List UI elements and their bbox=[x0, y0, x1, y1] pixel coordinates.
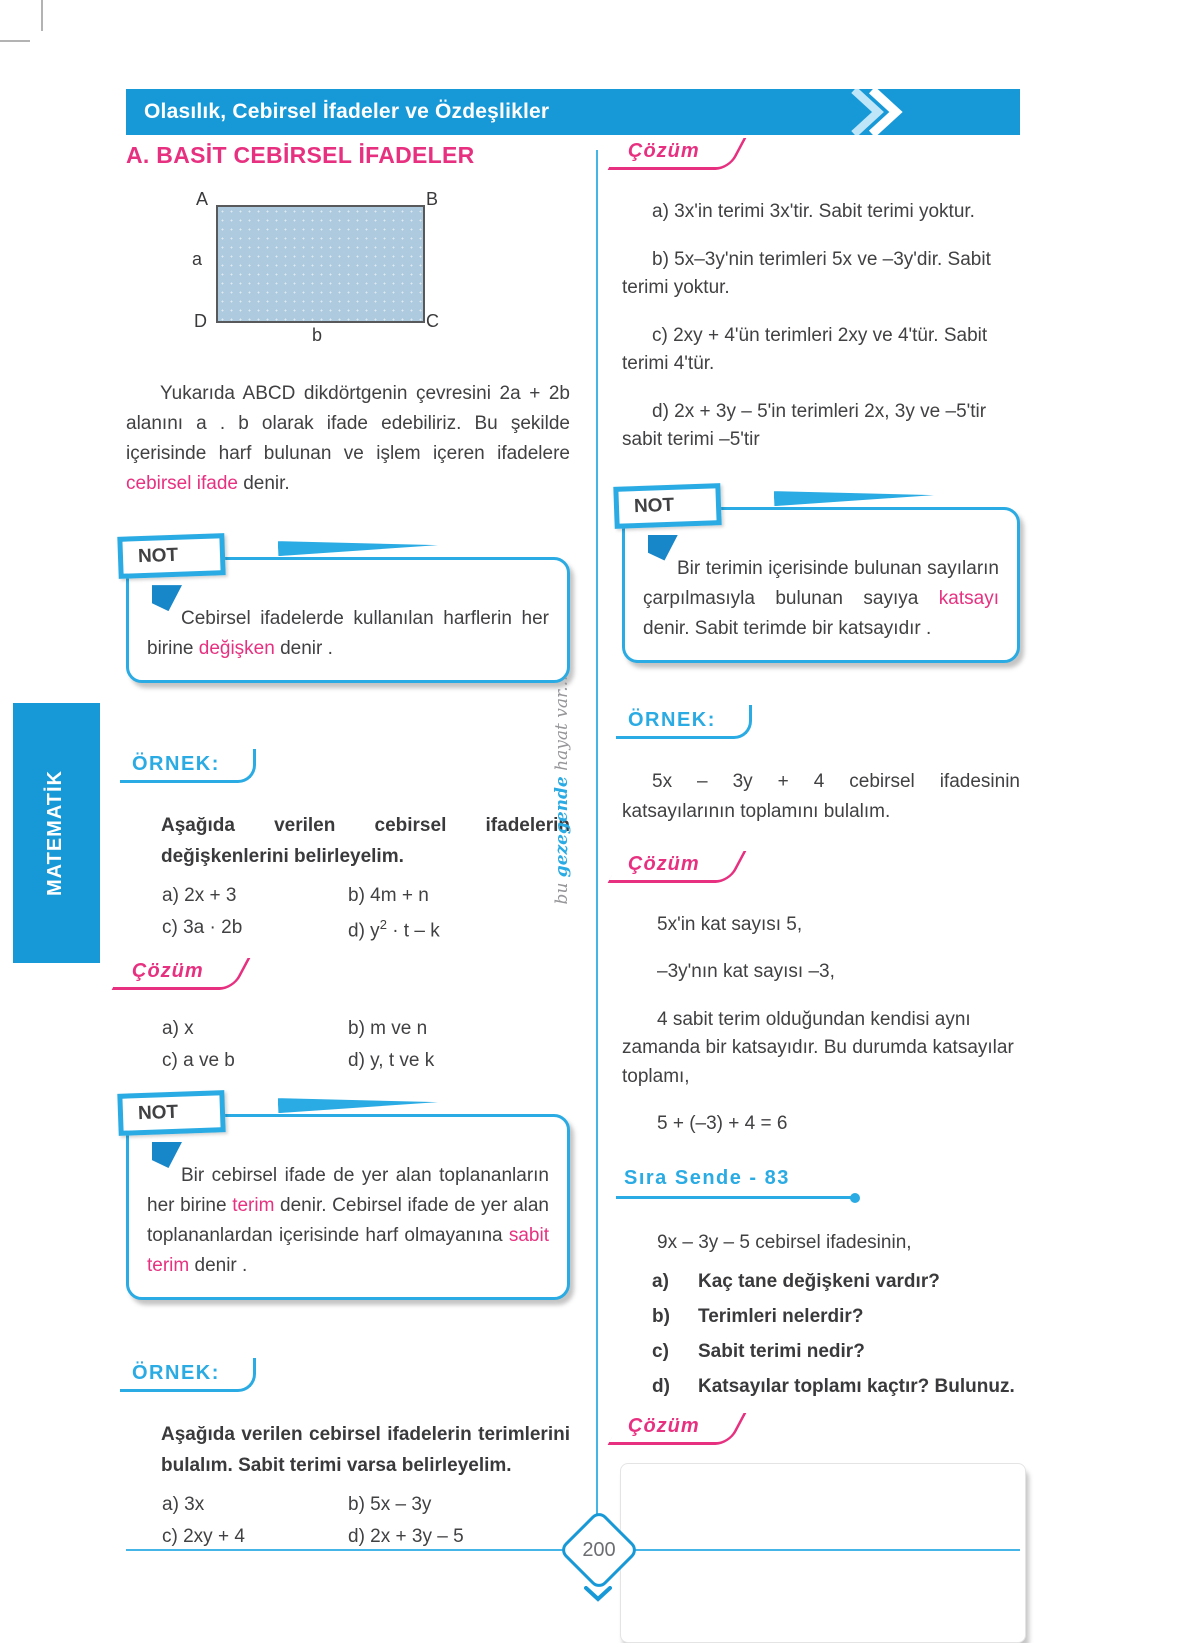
sira-sende-title: Sıra Sende - 83 bbox=[622, 1167, 852, 1199]
note-text-part: Cebirsel ifadelerde kullanılan harflerin her birine bbox=[147, 608, 549, 660]
sira-sende-item bbox=[622, 1271, 1020, 1293]
option-b: b) 4m + n bbox=[348, 884, 429, 906]
right-column bbox=[622, 140, 1020, 1643]
solution-b: b) m ve n bbox=[348, 1017, 428, 1039]
sira-sende-item bbox=[622, 1341, 1020, 1363]
example-prompt: Aşağıda verilen cebirsel ifadelerin terimlerini bulalım. Sabit terimi varsa belirleyelim. bbox=[161, 1424, 570, 1476]
sidebar-label: MATEMATİK bbox=[44, 770, 66, 897]
option-d: d) 2x + 3y – 5 bbox=[348, 1525, 464, 1547]
example-prompt: Aşağıda verilen cebirsel ifadelerin değişkenlerini belirleyelim. bbox=[161, 815, 570, 867]
solution-line: 4 sabit terim olduğundan kendisi aynı zamanda bir katsayıdır. Bu durumda katsayılar toplamı, bbox=[622, 1008, 1014, 1087]
note-banner: NOT bbox=[613, 483, 722, 529]
option-d bbox=[348, 917, 570, 942]
option-a: a) 3x bbox=[162, 1493, 205, 1515]
sidebar-tab-matematik bbox=[13, 703, 100, 963]
solution-line: –3y'nın kat sayısı –3, bbox=[657, 961, 835, 983]
note-highlight: sabit terim bbox=[147, 1224, 549, 1276]
note-text-part: denir. Cebirsel ifade de yer alan toplananlardan içerisinde harf olmayanına bbox=[147, 1194, 549, 1246]
vertex-label-b: B bbox=[426, 189, 439, 209]
margin-note-part: bu bbox=[552, 877, 572, 905]
example-options-row bbox=[126, 885, 570, 907]
solution-line: c) 2xy + 4'ün terimleri 2xy ve 4'tür. Sabit terimi 4'tür. bbox=[622, 324, 988, 374]
sira-sende-intro: 9x – 3y – 5 cebirsel ifadesinin, bbox=[657, 1231, 912, 1253]
ornek-label: ÖRNEK: bbox=[626, 709, 722, 739]
solution-equation: 5 + (–3) + 4 = 6 bbox=[657, 1113, 788, 1135]
option-c: c) 3a · 2b bbox=[162, 916, 243, 938]
note-text-part: denir . bbox=[274, 638, 333, 660]
note-box-coefficient bbox=[622, 494, 1020, 663]
column-divider bbox=[596, 150, 598, 1520]
example-block-3 bbox=[622, 709, 1020, 827]
solution-line: a) 3x'in terimi 3x'tir. Sabit terimi yoktur. bbox=[652, 201, 975, 222]
note-text-part: Bir terimin içerisinde bulunan sayıların çarpılmasıyla bulunan sayıya bbox=[643, 557, 999, 609]
solution-d: d) y, t ve k bbox=[348, 1049, 435, 1071]
note-highlight: katsayı bbox=[938, 587, 999, 609]
note-content-box bbox=[126, 1114, 570, 1300]
chapter-title: Olasılık, Cebirsel İfadeler ve Özdeşlikler bbox=[144, 100, 550, 123]
solution-workspace-box bbox=[620, 1463, 1026, 1643]
note-box-variable bbox=[126, 544, 570, 683]
note-banner: NOT bbox=[117, 533, 226, 579]
rectangle-shape bbox=[216, 205, 425, 323]
solution-c: c) a ve b bbox=[162, 1049, 235, 1071]
sira-sende-block bbox=[622, 1167, 1020, 1643]
example-block-1 bbox=[126, 753, 570, 942]
intro-text: Yukarıda ABCD dikdörtgenin çevresini 2a + 2b alanını a . b olarak ifade edebiliriz. Bu şekilde içerisinde harf bulunan ve işlem içeren ifadelere bbox=[126, 383, 570, 465]
side-label-a: a bbox=[192, 249, 203, 269]
rectangle-diagram bbox=[126, 189, 570, 351]
example-options-row bbox=[126, 1494, 570, 1516]
footer-rule-right bbox=[633, 1549, 1020, 1551]
side-label-b: b bbox=[312, 325, 323, 345]
margin-note-part: hayat var... bbox=[552, 675, 572, 777]
option-a: a) 2x + 3 bbox=[162, 884, 237, 906]
section-title: A. BASİT CEBİRSEL İFADELER bbox=[126, 142, 475, 168]
ornek-label: ÖRNEK: bbox=[130, 753, 226, 783]
crop-mark-horizontal bbox=[0, 40, 30, 42]
page-number: 200 bbox=[582, 1538, 616, 1561]
example-prompt: 5x – 3y + 4 cebirsel ifadesinin katsayılarının toplamını bulalım. bbox=[622, 770, 1020, 822]
option-c: c) 2xy + 4 bbox=[162, 1525, 245, 1547]
intro-paragraph bbox=[126, 379, 570, 499]
vertex-label-a: A bbox=[196, 189, 209, 209]
solution-line: d) 2x + 3y – 5'in terimleri 2x, 3y ve –5'tir sabit terimi –5'tir bbox=[622, 400, 987, 450]
crop-mark-vertical bbox=[41, 0, 43, 31]
solution-a: a) x bbox=[162, 1017, 194, 1039]
solution-block-1 bbox=[126, 960, 570, 1072]
note-text bbox=[643, 554, 999, 644]
option-d-rest: · t – k bbox=[386, 919, 440, 941]
note-ribbon-tail bbox=[774, 486, 934, 505]
solution-line: b) 5x–3y'nin terimleri 5x ve –3y'dir. Sabit terimi yoktur. bbox=[622, 248, 991, 298]
vertex-label-d: D bbox=[194, 311, 207, 331]
item-text: Katsayılar toplamı kaçtır? Bulunuz. bbox=[698, 1376, 1015, 1398]
solution-line: 5x'in kat sayısı 5, bbox=[657, 913, 803, 935]
item-letter: c) bbox=[652, 1341, 669, 1363]
note-text-part: denir . bbox=[189, 1255, 248, 1276]
double-chevron-icon bbox=[838, 89, 918, 135]
note-banner: NOT bbox=[117, 1090, 226, 1136]
solution-options-row bbox=[126, 1018, 570, 1040]
item-text: Terimleri nelerdir? bbox=[698, 1306, 864, 1328]
sira-sende-item bbox=[622, 1376, 1020, 1398]
solution-block-3 bbox=[622, 853, 1020, 1139]
note-box-term bbox=[126, 1101, 570, 1300]
option-b: b) 5x – 3y bbox=[348, 1493, 432, 1515]
option-d-exponent: 2 bbox=[379, 916, 387, 932]
note-content-box bbox=[622, 507, 1020, 663]
left-column bbox=[126, 140, 570, 1558]
note-text-part: Bir cebirsel ifade de yer alan toplananların her birine bbox=[147, 1164, 549, 1216]
example-options-row bbox=[126, 917, 570, 942]
example-options-row bbox=[126, 1526, 570, 1548]
ornek-label: ÖRNEK: bbox=[130, 1362, 226, 1392]
diamond-tip-icon bbox=[584, 1586, 612, 1602]
sira-sende-item bbox=[622, 1306, 1020, 1328]
example-block-2 bbox=[126, 1362, 570, 1548]
note-text-part: denir. Sabit terimde bir katsayıdır . bbox=[643, 617, 932, 639]
note-ribbon-tail bbox=[278, 1094, 438, 1113]
margin-note-highlight: gezegende bbox=[552, 776, 572, 878]
item-letter: a) bbox=[652, 1271, 669, 1293]
intro-highlight: cebirsel ifade bbox=[126, 473, 238, 495]
note-highlight: terim bbox=[232, 1194, 275, 1216]
option-d-base: d) y bbox=[348, 919, 380, 941]
cozum-label: Çözüm bbox=[626, 853, 710, 883]
footer-rule-left bbox=[126, 1549, 563, 1551]
item-letter: b) bbox=[652, 1306, 670, 1328]
solution-options-row bbox=[126, 1050, 570, 1072]
note-highlight: değişken bbox=[198, 638, 275, 660]
note-text bbox=[147, 1161, 549, 1281]
chapter-header bbox=[126, 89, 1020, 135]
note-ribbon-tail bbox=[278, 537, 438, 556]
cozum-label: Çözüm bbox=[626, 140, 710, 170]
item-text: Kaç tane değişkeni vardır? bbox=[698, 1271, 940, 1293]
margin-note bbox=[552, 625, 572, 955]
vertex-label-c: C bbox=[426, 311, 439, 331]
cozum-label: Çözüm bbox=[130, 960, 214, 990]
intro-text-end: denir. bbox=[237, 473, 290, 495]
item-text: Sabit terimi nedir? bbox=[698, 1341, 865, 1363]
note-text bbox=[147, 604, 549, 664]
item-letter: d) bbox=[652, 1376, 670, 1398]
cozum-label: Çözüm bbox=[626, 1415, 710, 1445]
